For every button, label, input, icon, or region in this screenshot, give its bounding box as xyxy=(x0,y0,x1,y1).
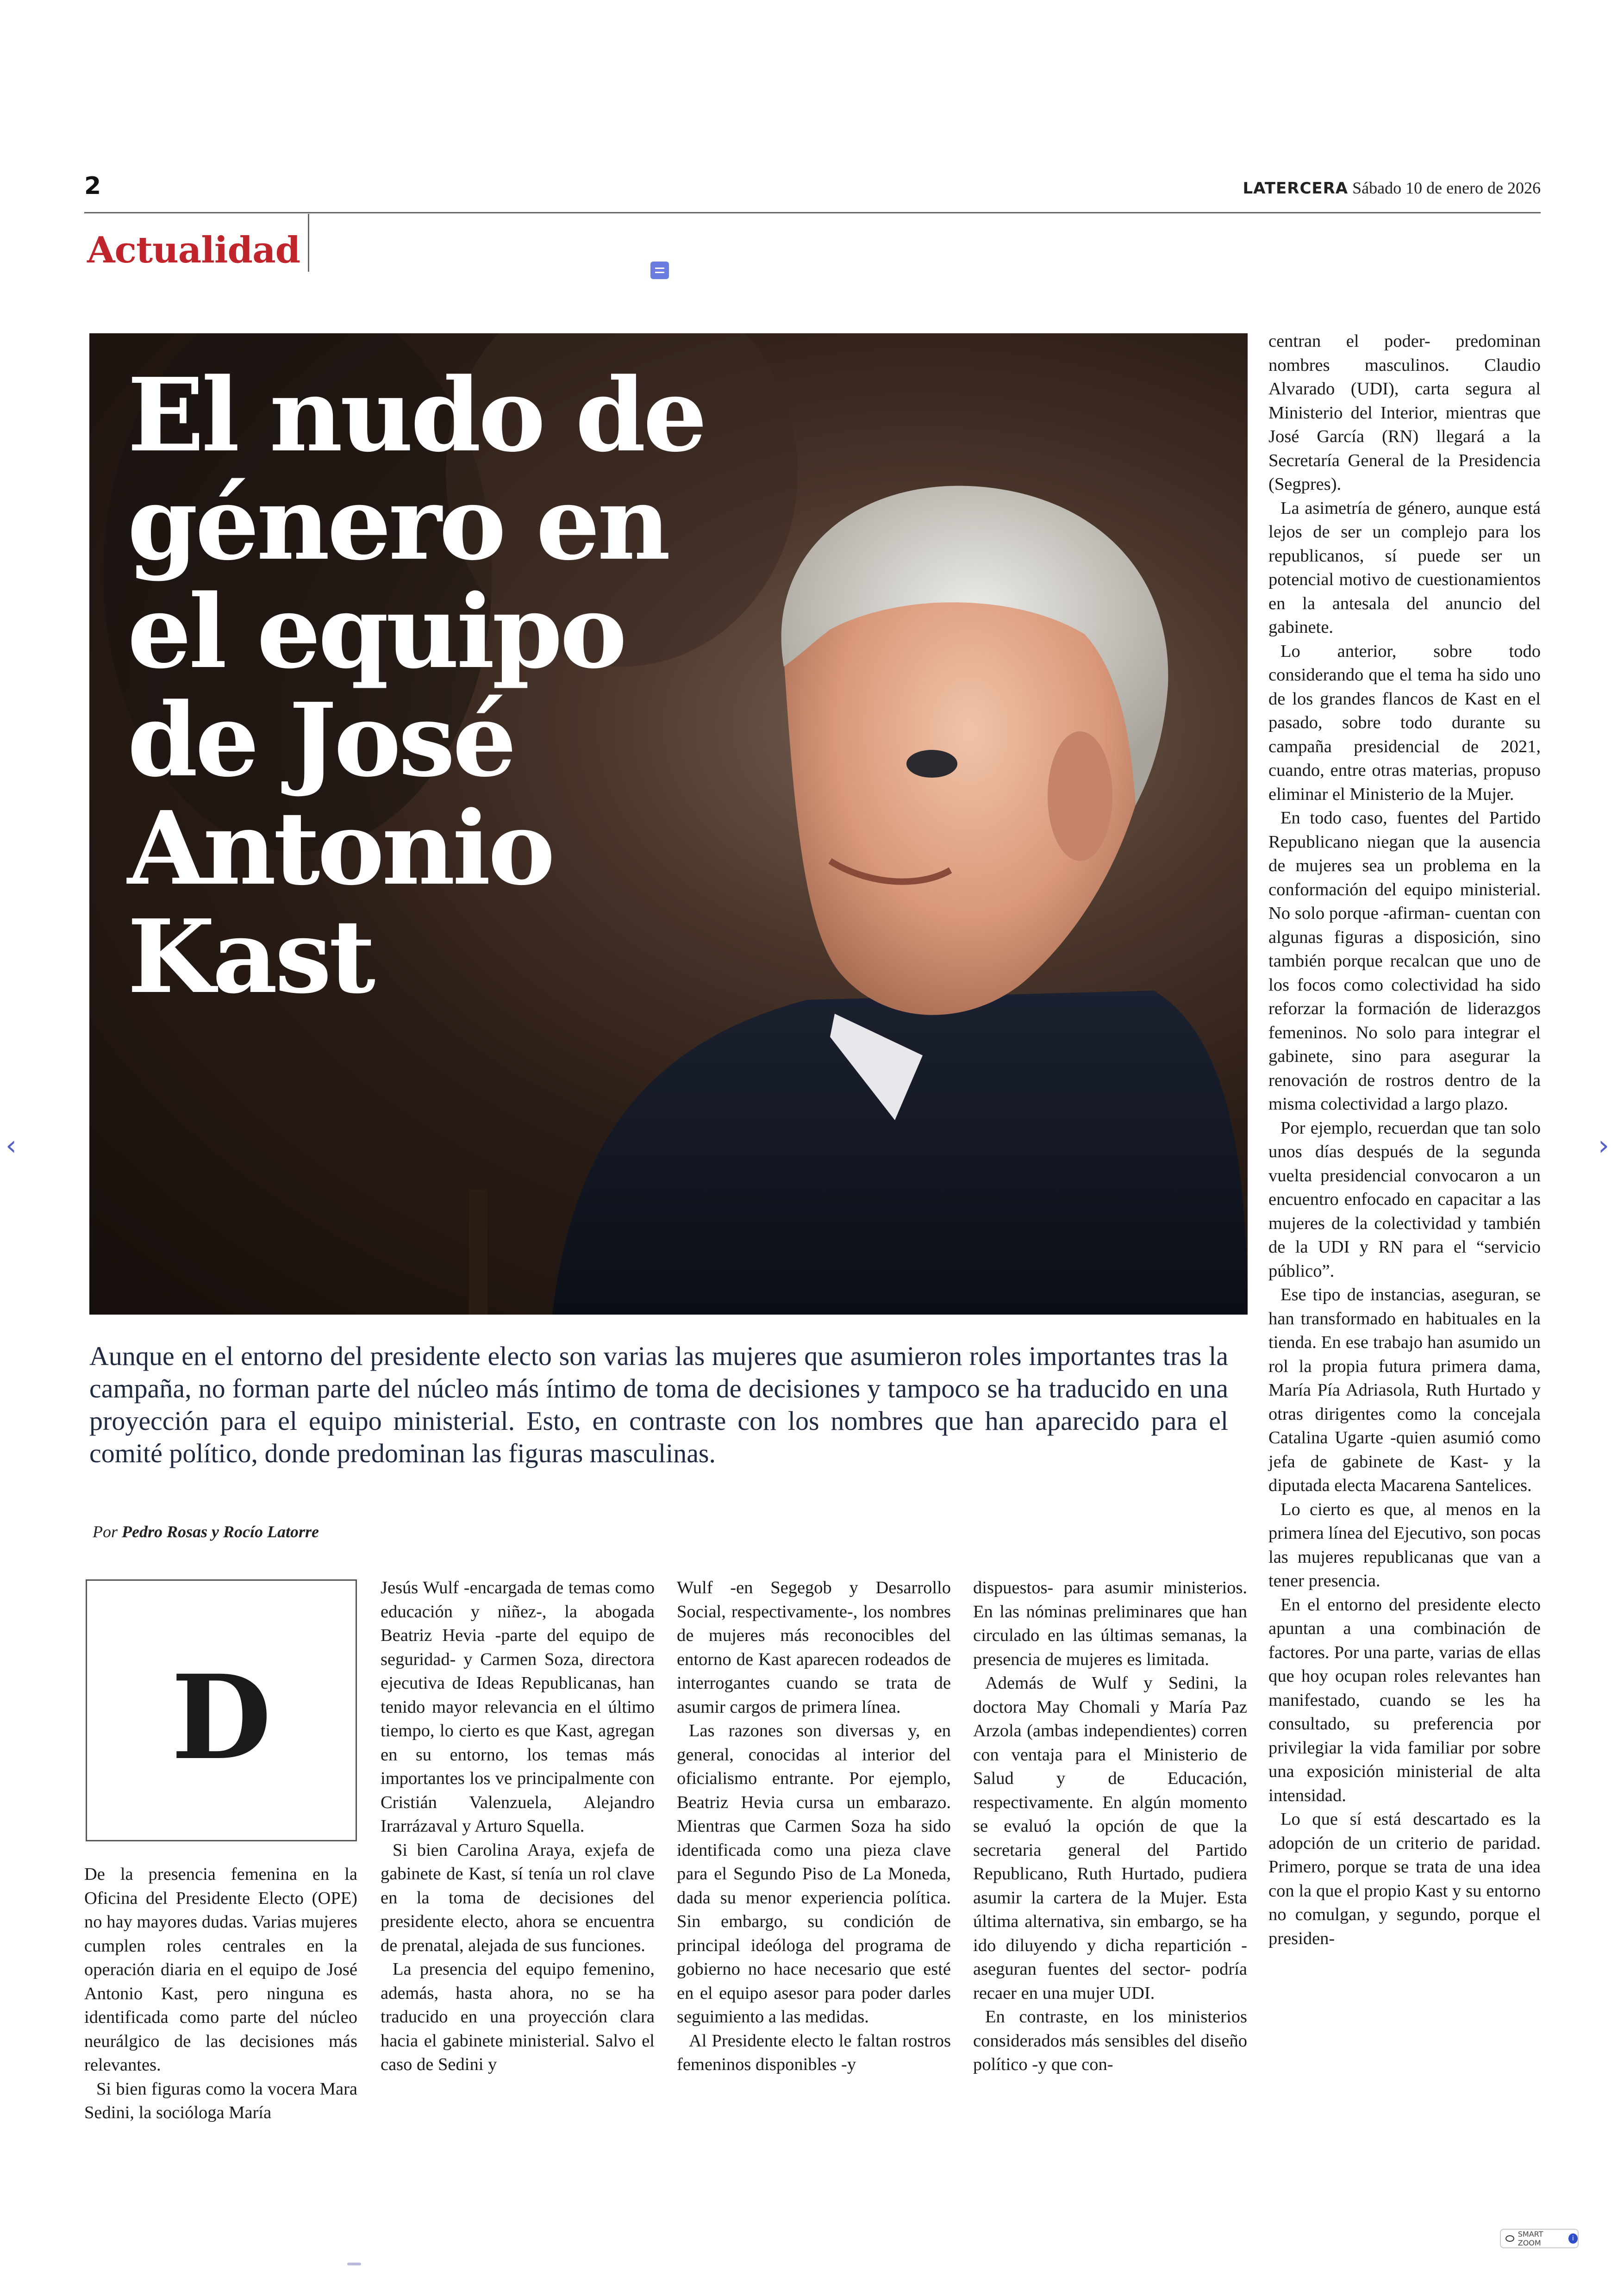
headline-line: El nudo de xyxy=(127,356,705,474)
body-column-3 xyxy=(677,1576,951,2077)
paragraph: De la presencia femenina en la Oficina del Presidente Electo (OPE) no hay mayores dudas. Varias mujeres cumplen roles centrales en la operación diaria en el equipo de José Antonio Kast, pero ninguna es identificada como parte del núcleo neurálgico de las decisiones más relevantes. xyxy=(84,1865,357,2075)
paragraph: centran el poder- predominan nombres masculinos. Claudio Alvarado (UDI), carta segura al Ministerio del Interior, mientras que José García (RN) llegará a la Secretaría General de la Presidencia (Segpres). xyxy=(1268,331,1541,494)
headline-line: Kast xyxy=(127,898,373,1016)
masthead xyxy=(1243,178,1541,198)
section-divider xyxy=(308,214,309,272)
next-page-arrow-icon[interactable]: › xyxy=(1598,1129,1609,1162)
section-label: Actualidad xyxy=(87,229,300,271)
paragraph: La asimetría de género, aunque está lejos de ser un complejo para los republicanos, sí puede ser un potencial motivo de cuestionamientos en la antesala del anuncio del gabinete. xyxy=(1268,498,1541,637)
headline-line: el equipo xyxy=(127,573,625,691)
paragraph: Ese tipo de instancias, aseguran, se han transformado en habituales en la tienda. En ese trabajo han asumido un rol la propia futura primera dama, María Pía Adriasola, Ruth Hurtado y otras dirigentes como la concejala Catalina Ugarte -quien asumió como jefa de gabinete de Kast- y la diputada electa Macarena Santelices. xyxy=(1268,1285,1541,1495)
paragraph: En contraste, en los ministerios considerados más sensibles del diseño político -y que con- xyxy=(973,2007,1247,2074)
prev-page-arrow-icon[interactable]: ‹ xyxy=(6,1129,17,1162)
smart-zoom-label: SMART ZOOM xyxy=(1518,2230,1543,2247)
brand-name: LATERCERA xyxy=(1243,179,1349,198)
eye-icon xyxy=(1505,2235,1514,2242)
paragraph: Si bien figuras como la vocera Mara Sedini, la socióloga María xyxy=(84,2079,357,2122)
byline xyxy=(93,1522,319,1541)
paragraph: Si bien Carolina Araya, exjefa de gabinete de Kast, sí tenía un rol clave en la toma de decisiones del presidente electo, ahora se encuentra de prenatal, alejada de sus funciones. xyxy=(381,1840,655,1955)
paragraph: Además de Wulf y Sedini, la doctora May Chomali y María Paz Arzola (ambas independientes) corren con ventaja para el Ministerio de Salud y de Educación, respectivamente. En algún momento se evaluó la opción de que la secretaria general del Partido Republicano, Ruth Hurtado, pudiera asumir la cartera de la Mujer. Esta última alternativa, sin embargo, se ha ido diluyendo y dicha repartición -aseguran fuentes del sector- podría recaer en una mujer UDI. xyxy=(973,1673,1247,2003)
paragraph: En todo caso, fuentes del Partido Republicano niegan que la ausencia de mujeres sea un problema en la conformación del equipo ministerial. No solo porque -afirman- cuentan con algunas figuras a disposición, sino también porque recalcan que uno de los focos como colectividad ha sido reforzar la formación de liderazgos femeninos. No solo para integrar el gabinete, sino para asegurar la renovación de rostros dentro de la misma colectividad a largo plazo. xyxy=(1268,808,1541,1114)
paragraph: Jesús Wulf -encargada de temas como educación y niñez-, la abogada Beatriz Hevia -parte del equipo de seguridad- y Carmen Soza, directora ejecutiva de Ideas Republicanas, han tenido mayor relevancia en el último tiempo, lo cierto es que Kast, agregan en su entorno, los temas más importantes los ve principalmente con Cristián Valenzuela, Alejandro Irarrázaval y Arturo Squella. xyxy=(381,1578,655,1836)
drop-cap: D xyxy=(171,1649,272,1785)
article-deck: Aunque en el entorno del presidente electo son varias las mujeres que asumieron roles importantes tras la campaña, no forman parte del núcleo más íntimo de toma de decisiones y tampoco se ha traducido en una proyección para el equipo ministerial. Esto, en contraste con los nombres que han aparecido para el comité político, donde predominan las figuras masculinas. xyxy=(89,1341,1228,1468)
headline-line: Antonio xyxy=(127,789,553,908)
paragraph: Lo que sí está descartado es la adopción de un criterio de paridad. Primero, porque se trata de una idea con la que el propio Kast y su entorno no comulgan, y segundo, porque el presiden- xyxy=(1268,1809,1541,1948)
byline-authors: Pedro Rosas y Rocío Latorre xyxy=(122,1522,319,1541)
paragraph: Las razones son diversas y, en general, conocidas al interior del oficialismo entrante. Por ejemplo, Beatriz Hevia cursa un embarazo. Mientras que Carmen Soza ha sido identificada como una pieza clave para el Segundo Piso de La Moneda, dada su menor experiencia política. Sin embargo, su condición de principal ideóloga del programa de gobierno no hace necesario que esté en el equipo asesor para poder darles seguimiento a las medidas. xyxy=(677,1721,951,2027)
smart-zoom-button[interactable] xyxy=(1500,2229,1579,2248)
headline-line: género en xyxy=(127,464,668,583)
note-icon[interactable] xyxy=(650,262,669,279)
byline-prefix: Por xyxy=(93,1522,118,1541)
paragraph: Lo anterior, sobre todo considerando que el tema ha sido uno de los grandes flancos de Kast en el pasado, sobre todo durante su campaña presidencial de 2021, cuando, entre otras materias, propuso eliminar el Ministerio de la Mujer. xyxy=(1268,641,1541,804)
paragraph: Wulf -en Segegob y Desarrollo Social, respectivamente-, los nombres de mujeres más reconocibles del entorno de Kast aparecen rodeados de interrogantes cuando se trata de asumir cargos de primera línea. xyxy=(677,1578,951,1717)
paragraph: Por ejemplo, recuerdan que tan solo unos días después de la segunda vuelta presidencial convocaron a un encuentro enfocado en capacitar a las mujeres de la colectividad y también de la UDI y RN para el “servicio público”. xyxy=(1268,1118,1541,1281)
paragraph: Lo cierto es que, al menos en la primera línea del Ejecutivo, son pocas las mujeres republicanas que van a tener presencia. xyxy=(1268,1499,1541,1590)
paragraph: Al Presidente electo le faltan rostros femeninos disponibles -y xyxy=(677,2031,951,2074)
paragraph: En el entorno del presidente electo apuntan a una combinación de factores. Por una parte, varias de ellas que hoy ocupan roles relevantes han manifestado, cuando se les ha consultado, su preferencia por privilegiar la vida familiar por sobre una exposición ministerial de alta intensidad. xyxy=(1268,1595,1541,1805)
body-column-4 xyxy=(973,1576,1247,2077)
page-number: 2 xyxy=(84,172,101,200)
drop-cap-box xyxy=(86,1579,357,1841)
paragraph: dispuestos- para asumir ministerios. En las nóminas preliminares que han circulado en las últimas semanas, la presencia de mujeres es limitada. xyxy=(973,1578,1247,1669)
body-column-1 xyxy=(84,1863,357,2125)
body-column-2 xyxy=(381,1576,655,2077)
page-scroll-indicator[interactable] xyxy=(347,2263,361,2265)
issue-date: Sábado 10 de enero de 2026 xyxy=(1352,179,1541,197)
info-badge-icon: i xyxy=(1568,2233,1578,2244)
headline-line: de José xyxy=(127,681,514,799)
header-rule xyxy=(84,212,1541,213)
headline xyxy=(127,356,729,1016)
body-column-5 xyxy=(1268,330,1541,1951)
paragraph: La presencia del equipo femenino, además, hasta ahora, no se ha traducido en una proyección clara hacia el gabinete ministerial. Salvo el caso de Sedini y xyxy=(381,1959,655,2074)
